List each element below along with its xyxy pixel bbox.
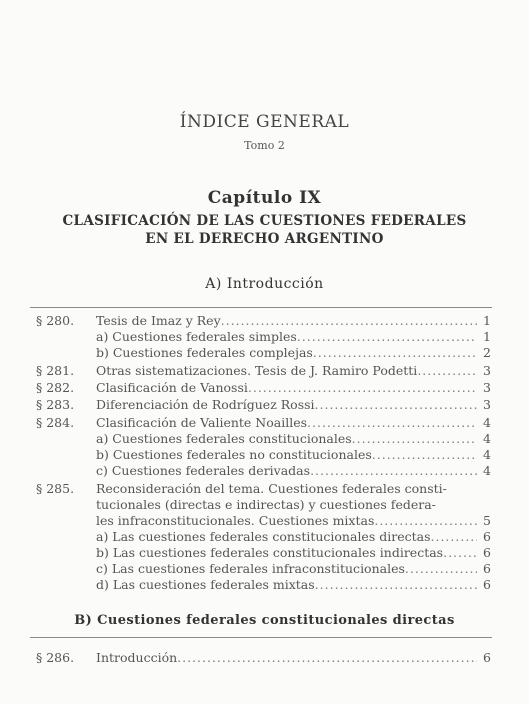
toc-section-number: § 280. xyxy=(36,313,75,328)
toc-entry xyxy=(0,447,529,463)
toc-entry xyxy=(0,397,529,413)
toc-entry xyxy=(0,513,529,529)
toc-section-number: § 285. xyxy=(36,481,75,496)
leader-dots xyxy=(248,380,477,396)
toc-entry-text: les infraconstitucionales. Cuestiones mixtas xyxy=(96,513,375,528)
leader-dots xyxy=(372,447,477,463)
leader-dots xyxy=(315,577,477,593)
toc-page-number: 6 xyxy=(483,545,491,560)
toc-entry xyxy=(0,363,529,379)
toc-page-number: 1 xyxy=(483,329,491,344)
toc-entry-text: c) Las cuestiones federales infraconstitucionales xyxy=(96,561,405,576)
toc-entry xyxy=(0,529,529,545)
toc-entry xyxy=(0,577,529,593)
toc-page-number: 4 xyxy=(483,463,491,478)
toc-entry-text: Diferenciación de Rodríguez Rossi xyxy=(96,397,315,412)
toc-entry-text: Introducción xyxy=(96,650,178,665)
toc-page-number: 6 xyxy=(483,561,491,576)
leader-dots xyxy=(405,561,477,577)
toc-page-number: 3 xyxy=(483,380,491,395)
toc-entry xyxy=(0,415,529,431)
leader-dots xyxy=(307,415,477,431)
toc-entry xyxy=(0,650,529,666)
toc-entry-text: b) Cuestiones federales complejas xyxy=(96,345,313,360)
toc-entry-text: Clasificación de Valiente Noailles xyxy=(96,415,308,430)
toc-entry-text: Clasificación de Vanossi xyxy=(96,380,248,395)
toc-page-number: 4 xyxy=(483,447,491,462)
toc-entry xyxy=(0,497,529,513)
leader-dots xyxy=(310,463,477,479)
leader-dots xyxy=(221,313,477,329)
leader-dots xyxy=(443,545,477,561)
toc-entry-text: b) Las cuestiones federales constitucionales indirectas xyxy=(96,545,444,560)
toc-entry-text: Otras sistematizaciones. Tesis de J. Ramiro Podetti xyxy=(96,363,418,378)
toc-page-number: 3 xyxy=(483,363,491,378)
leader-dots xyxy=(313,345,477,361)
toc-page-number: 1 xyxy=(483,313,491,328)
toc-entry-text: Reconsideración del tema. Cuestiones federales consti- xyxy=(96,481,447,496)
toc-page-number: 3 xyxy=(483,397,491,412)
chapter-subtitle-line-1: CLASIFICACIÓN DE LAS CUESTIONES FEDERALES xyxy=(62,213,467,229)
toc-page-number: 6 xyxy=(483,577,491,592)
volume-label: Tomo 2 xyxy=(244,139,285,152)
toc-page-number: 6 xyxy=(483,650,491,665)
toc-entry xyxy=(0,345,529,361)
toc-page-number: 4 xyxy=(483,431,491,446)
leader-dots xyxy=(315,397,477,413)
toc-entry-text: a) Las cuestiones federales constitucionales directas xyxy=(96,529,431,544)
toc-section-number: § 283. xyxy=(36,397,75,412)
toc-section-number: § 286. xyxy=(36,650,75,665)
toc-section-number: § 284. xyxy=(36,415,75,430)
toc-section-number: § 281. xyxy=(36,363,75,378)
chapter-title: Capítulo IX xyxy=(207,188,322,208)
leader-dots xyxy=(297,329,477,345)
toc-entry xyxy=(0,463,529,479)
section-a-rule xyxy=(30,307,492,308)
leader-dots xyxy=(417,363,477,379)
toc-entry xyxy=(0,329,529,345)
toc-entry-text: c) Cuestiones federales derivadas xyxy=(96,463,311,478)
toc-section-number: § 282. xyxy=(36,380,75,395)
toc-entry-text: b) Cuestiones federales no constitucionales xyxy=(96,447,372,462)
index-title: ÍNDICE GENERAL xyxy=(179,112,350,132)
toc-page-number: 5 xyxy=(483,513,491,528)
chapter-subtitle-line-2: EN EL DERECHO ARGENTINO xyxy=(145,231,384,247)
toc-entry-text: d) Las cuestiones federales mixtas xyxy=(96,577,315,592)
toc-entry xyxy=(0,561,529,577)
toc-entry-text: tucionales (directas e indirectas) y cuestiones federa- xyxy=(96,497,436,512)
toc-page-number: 6 xyxy=(483,529,491,544)
toc-page-number: 2 xyxy=(483,345,491,360)
leader-dots xyxy=(352,431,477,447)
toc-entry-text: Tesis de Imaz y Rey xyxy=(96,313,221,328)
toc-entry-text: a) Cuestiones federales simples xyxy=(96,329,297,344)
toc-entry xyxy=(0,545,529,561)
leader-dots xyxy=(177,650,477,666)
leader-dots xyxy=(374,513,477,529)
section-a-heading: A) Introducción xyxy=(205,276,324,292)
toc-page-number: 4 xyxy=(483,415,491,430)
toc-entry xyxy=(0,380,529,396)
toc-entry-text: a) Cuestiones federales constitucionales xyxy=(96,431,352,446)
leader-dots xyxy=(431,529,478,545)
toc-entry xyxy=(0,313,529,329)
chapter-subtitle xyxy=(0,212,529,248)
toc-entry xyxy=(0,481,529,497)
toc-entry xyxy=(0,431,529,447)
section-b-rule xyxy=(30,637,492,638)
section-b-heading: B) Cuestiones federales constitucionales directas xyxy=(74,613,455,628)
